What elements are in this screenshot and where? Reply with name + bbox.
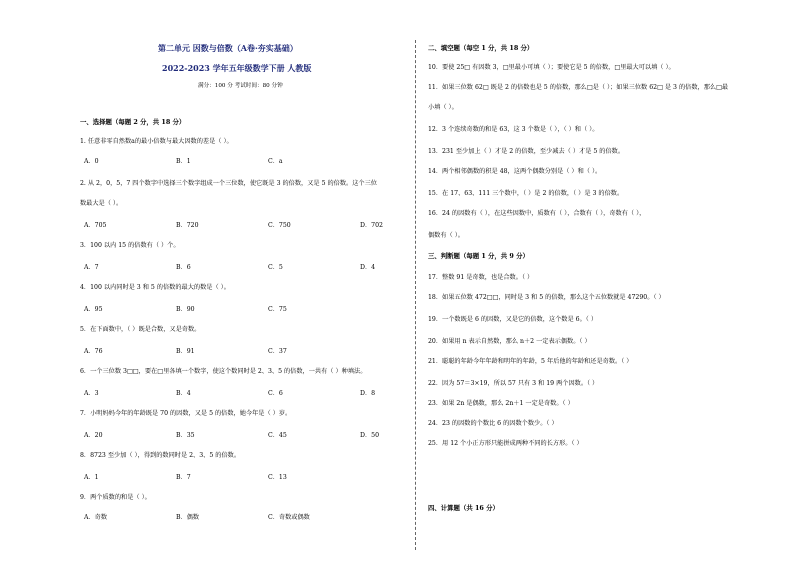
question-22: 22．因为 57＝3×19，所以 57 只有 3 和 19 两个因数。（ ）	[428, 380, 599, 387]
option-a: A．0	[84, 158, 99, 165]
option-c: C．a	[268, 158, 283, 165]
option-b: B．4	[176, 390, 191, 397]
question-18: 18．如果五位数 472□□，同时是 3 和 5 的倍数，那么这个五位数就是 47290。（ ）	[428, 294, 665, 301]
question-5: 5．在下面数中，（ ）既是合数，又是奇数。	[80, 326, 201, 333]
option-a: A．3	[84, 390, 99, 397]
question-10: 10．要使 25□ 有因数 3，□里最小可填（ ）；要使它是 5 的倍数，□里最大可以填（ ）。	[428, 64, 675, 71]
option-d: D．50	[360, 432, 380, 439]
exam-meta: 满分：100 分 考试时间：80 分钟	[198, 83, 283, 89]
section-calc-title: 四、计算题（共 16 分）	[428, 504, 499, 512]
option-b: B．1	[176, 158, 191, 165]
page-subtitle: 2022-2023 学年五年级数学下册 人教版	[162, 63, 312, 73]
option-b: B．6	[176, 264, 191, 271]
question-23: 23．如果 2n 是偶数，那么 2n＋1 一定是奇数。（ ）	[428, 400, 574, 407]
option-d: D．4	[360, 264, 376, 271]
option-d: D．702	[360, 222, 383, 229]
question-8: 8．8723 至少加（ ），得到的数同时是 2、3、5 的倍数。	[80, 452, 241, 459]
option-c: C．奇数或偶数	[268, 514, 310, 521]
question-20: 20．如果用 n 表示自然数，那么 n＋2 一定表示偶数。（ ）	[428, 338, 591, 345]
question-25: 25．用 12 个小正方形只能拼成两种不同的长方形。（ ）	[428, 440, 583, 447]
section-fill-title: 二、填空题（每空 1 分，共 18 分）	[428, 44, 534, 52]
question-15: 15．在 17、63、111 三个数中，（ ）是 2 的倍数，（ ）是 3 的倍数。	[428, 190, 624, 197]
option-a: A．705	[84, 222, 107, 229]
page-title: 第二单元 因数与倍数（A卷·夯实基础）	[158, 43, 298, 53]
question-2-line-1: 2. 从 2，0，5，7 四个数字中选择三个数字组成一个三位数，使它既是 3 的倍数，又是 5 的倍数。这个三位	[80, 180, 377, 187]
question-3: 3．100 以内 15 的倍数有（ ）个。	[80, 242, 180, 249]
option-c: C．6	[268, 390, 283, 397]
question-9: 9．两个质数的和是（ ）。	[80, 494, 151, 501]
question-6: 6．一个三位数 3□□，要在□里各填一个数字，使这个数同时是 2、3、5 的倍数，一共有（ ）种填法。	[80, 368, 367, 375]
question-16-line-2: 偶数有（ ）。	[428, 232, 464, 239]
question-11-line-2: 小填（ ）。	[428, 104, 458, 111]
option-a: A．1	[84, 474, 99, 481]
option-c: C．37	[268, 348, 287, 355]
option-a: A．奇数	[84, 514, 108, 521]
option-a: A．7	[84, 264, 99, 271]
question-1: 1. 任意非零自然数a的最小倍数与最大因数的差是（ ）。	[80, 138, 233, 145]
question-21: 21．聪聪的年龄今年年龄和明年的年龄，5 年后他的年龄和还是奇数。（ ）	[428, 358, 633, 365]
question-12: 12．3 个连续奇数的和是 63，这 3 个数是（ ），（ ）和（ ）。	[428, 126, 599, 133]
question-16-line-1: 16．24 的因数有（ ），在这些因数中，质数有（ ），合数有（ ），奇数有（ ），	[428, 210, 646, 217]
option-b: B．90	[176, 306, 195, 313]
column-divider	[415, 40, 416, 550]
option-c: C．75	[268, 306, 287, 313]
question-7: 7．小明妈妈今年的年龄既是 70 的因数，又是 5 的倍数，她今年是（ ）岁。	[80, 410, 292, 417]
section-choice-title: 一、选择题（每题 2 分，共 18 分）	[80, 118, 186, 126]
option-b: B．35	[176, 432, 195, 439]
option-b: B．7	[176, 474, 191, 481]
option-b: B．91	[176, 348, 195, 355]
question-11-line-1: 11．如果三位数 62□ 既是 2 的倍数也是 5 的倍数，那么□是（ ）；如果三位数 62□ 是 3 的倍数，那么□最	[428, 84, 729, 91]
option-d: D．8	[360, 390, 376, 397]
question-4: 4．100 以内同时是 3 和 5 的倍数的最大的数是（ ）。	[80, 284, 230, 291]
section-judge-title: 三、判断题（每题 1 分，共 9 分）	[428, 252, 529, 260]
option-c: C．13	[268, 474, 287, 481]
question-17: 17．整数 91 是奇数，也是合数。（ ）	[428, 274, 534, 281]
question-13: 13．231 至少加上（ ）才是 2 的倍数，至少减去（ ）才是 5 的倍数。	[428, 148, 625, 155]
option-b: B．偶数	[176, 514, 200, 521]
option-a: A．95	[84, 306, 103, 313]
question-19: 19．一个数既是 6 的因数，又是它的倍数，这个数是 6。（ ）	[428, 316, 598, 323]
option-c: C．750	[268, 222, 291, 229]
option-c: C．45	[268, 432, 287, 439]
option-b: B．720	[176, 222, 199, 229]
question-14: 14．两个相邻偶数的积是 48，这两个偶数分别是（ ）和（ ）。	[428, 168, 602, 175]
question-24: 24．23 的因数的个数比 6 的因数个数少。（ ）	[428, 420, 558, 427]
question-2-line-2: 数最大是（ ）。	[80, 200, 123, 207]
option-a: A．76	[84, 348, 103, 355]
option-a: A．20	[84, 432, 103, 439]
option-c: C．5	[268, 264, 283, 271]
